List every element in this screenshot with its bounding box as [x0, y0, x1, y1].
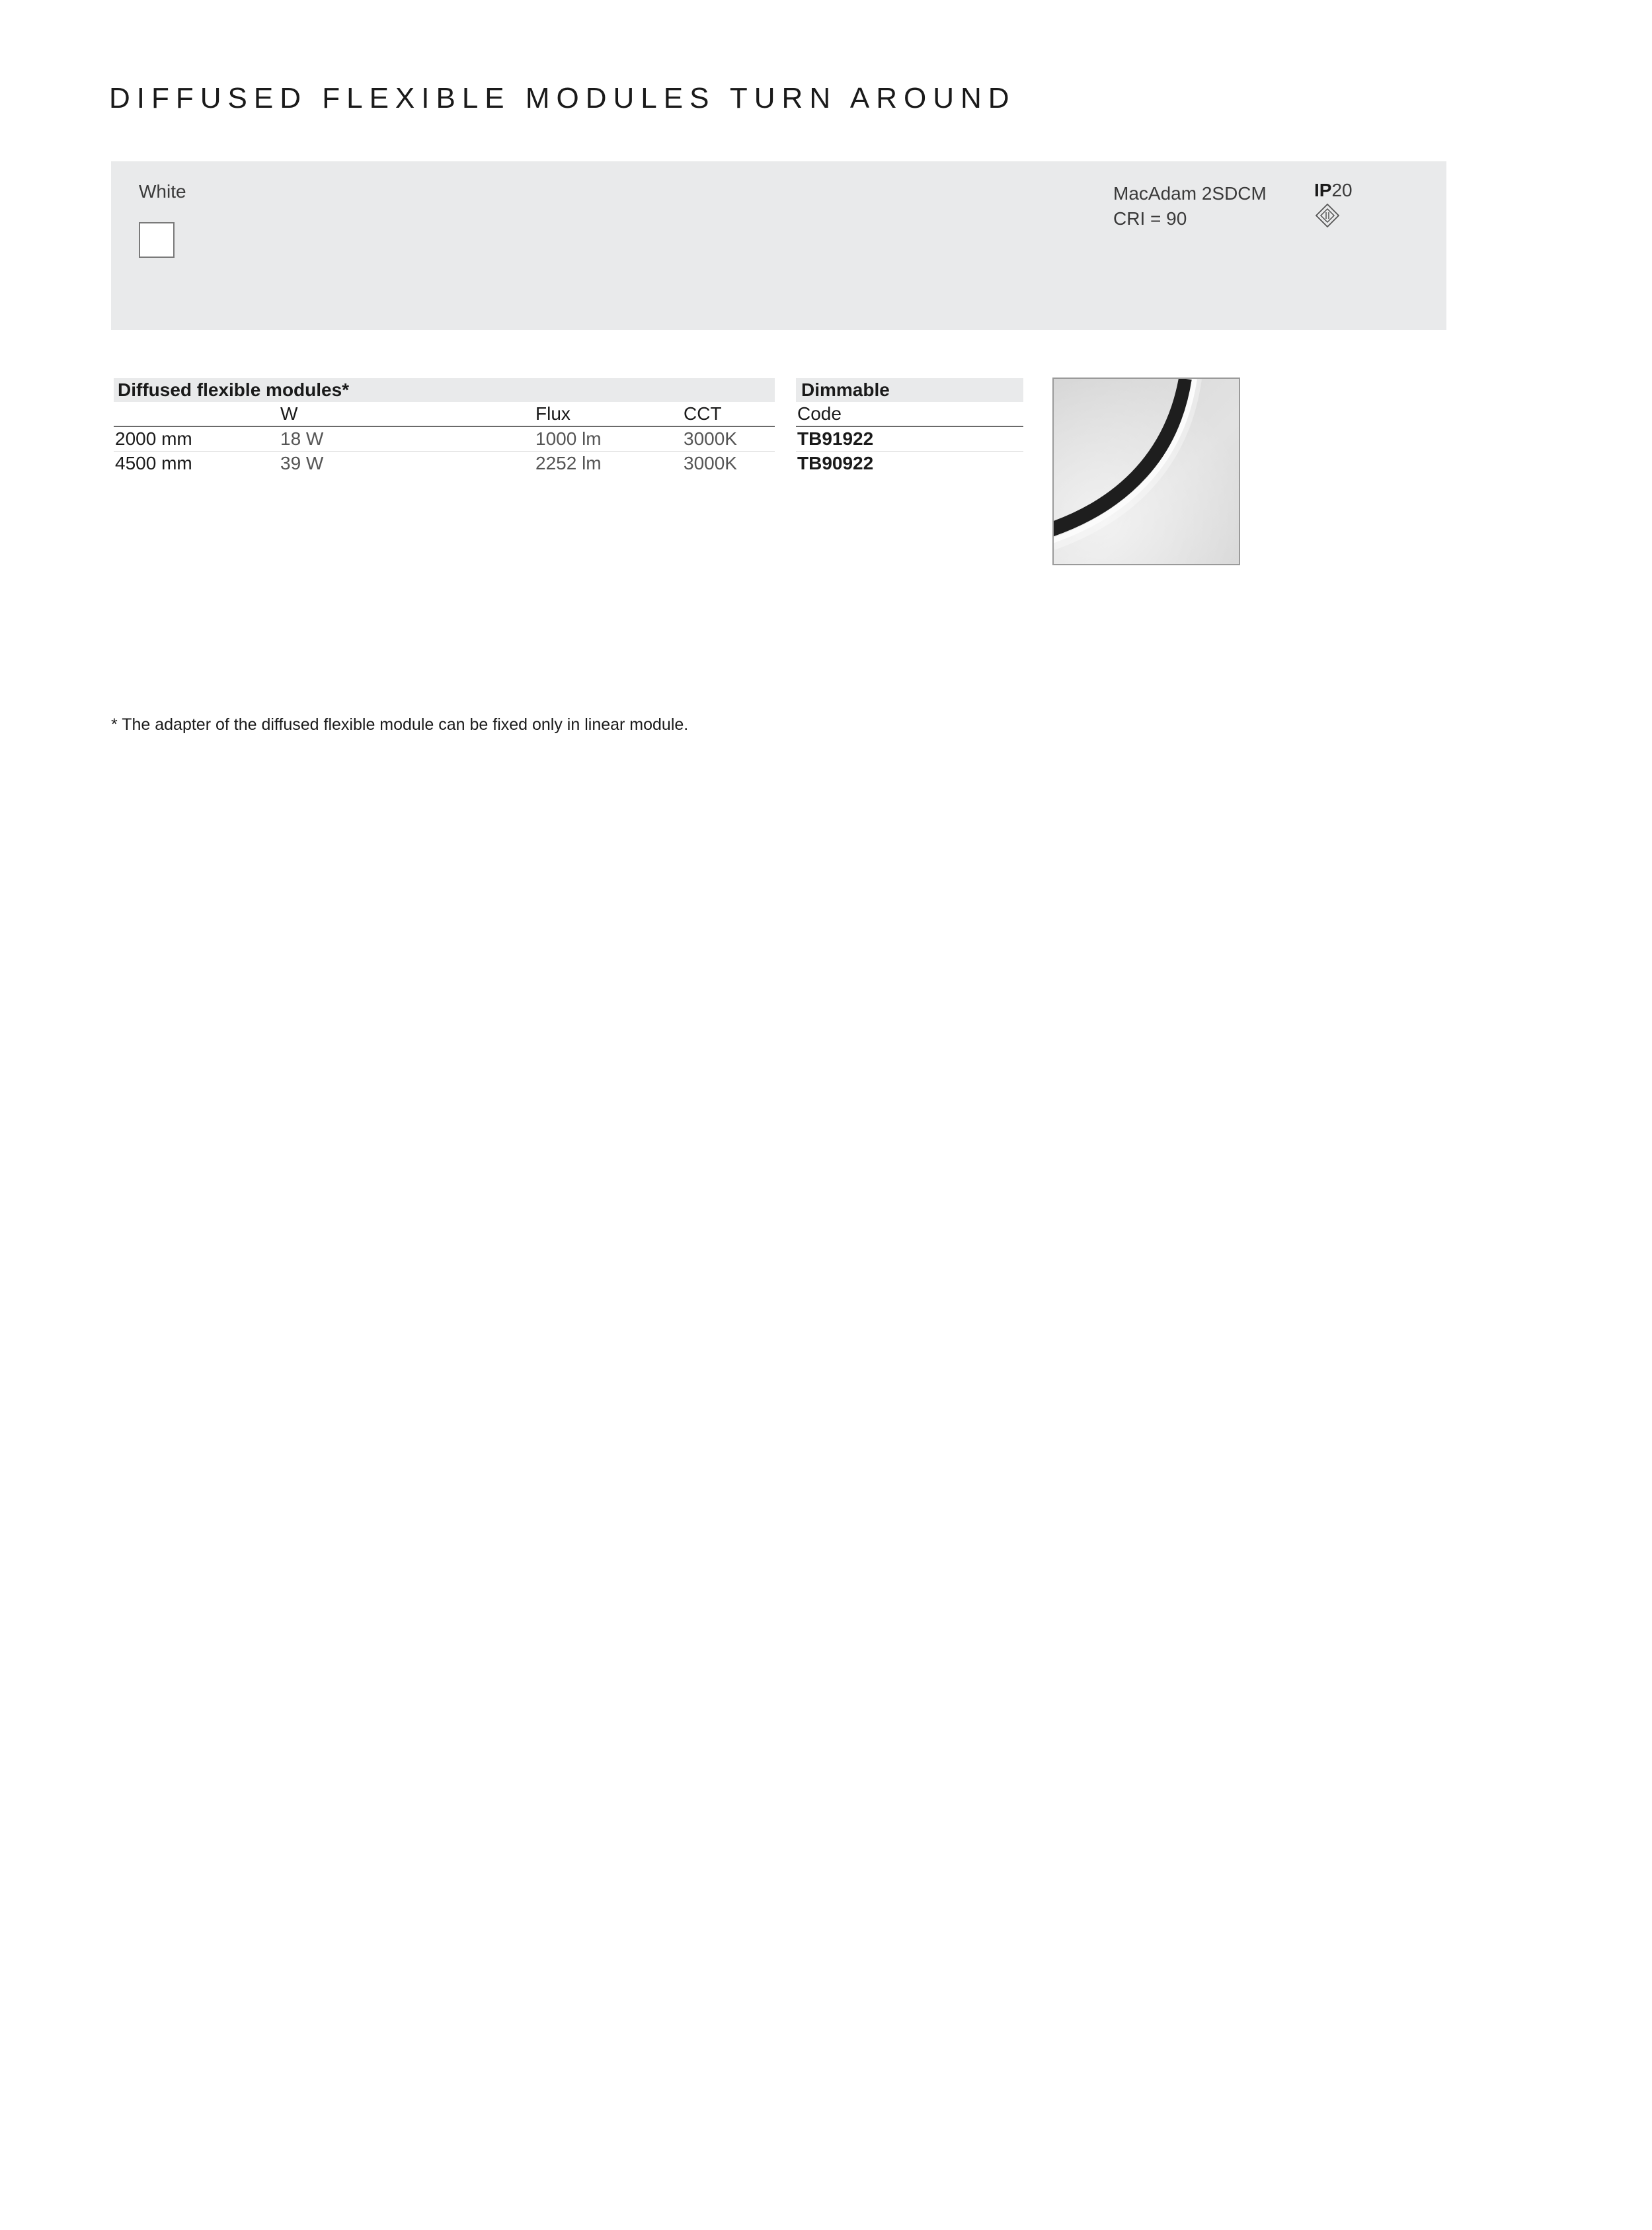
code-table-header: Code	[796, 402, 1023, 427]
cell-length: 2000 mm	[115, 428, 192, 449]
cell-flux: 2252 lm	[535, 453, 602, 473]
spec-block	[1113, 181, 1267, 231]
ip-rating	[1314, 180, 1353, 201]
curved-led-strip-photo	[1052, 378, 1240, 565]
page-title: DIFFUSED FLEXIBLE MODULES TURN AROUND	[109, 82, 1016, 114]
cell-w: 18 W	[280, 428, 324, 449]
cell-w: 39 W	[280, 453, 324, 473]
ip-value: 20	[1331, 180, 1353, 200]
product-table-title: Diffused flexible modules*	[114, 378, 775, 402]
cell-cct: 3000K	[684, 453, 737, 473]
finish-label: White	[139, 181, 186, 202]
ip-prefix: IP	[1314, 180, 1332, 200]
header-flux: Flux	[535, 403, 570, 424]
cell-cct: 3000K	[684, 428, 737, 449]
class-ii-diamond-icon	[1314, 202, 1341, 229]
product-table-header-row	[114, 402, 775, 427]
curved-led-strip-image	[1054, 379, 1239, 564]
cell-flux: 1000 lm	[535, 428, 602, 449]
product-code[interactable]: TB91922	[796, 427, 1023, 452]
product-table	[114, 378, 775, 475]
header-w: W	[280, 403, 298, 424]
cri-spec: CRI = 90	[1113, 208, 1187, 229]
footnote: * The adapter of the diffused flexible module can be fixed only in linear module.	[111, 715, 689, 734]
table-row	[114, 427, 775, 452]
header-cct: CCT	[684, 403, 722, 424]
code-table-title: Dimmable	[796, 378, 1023, 402]
finish-swatch-white[interactable]	[139, 222, 175, 258]
code-table	[796, 378, 1023, 475]
info-panel	[111, 161, 1446, 330]
cell-length: 4500 mm	[115, 453, 192, 473]
macadam-spec: MacAdam 2SDCM	[1113, 183, 1267, 204]
table-row	[114, 452, 775, 475]
product-code[interactable]: TB90922	[797, 453, 874, 473]
